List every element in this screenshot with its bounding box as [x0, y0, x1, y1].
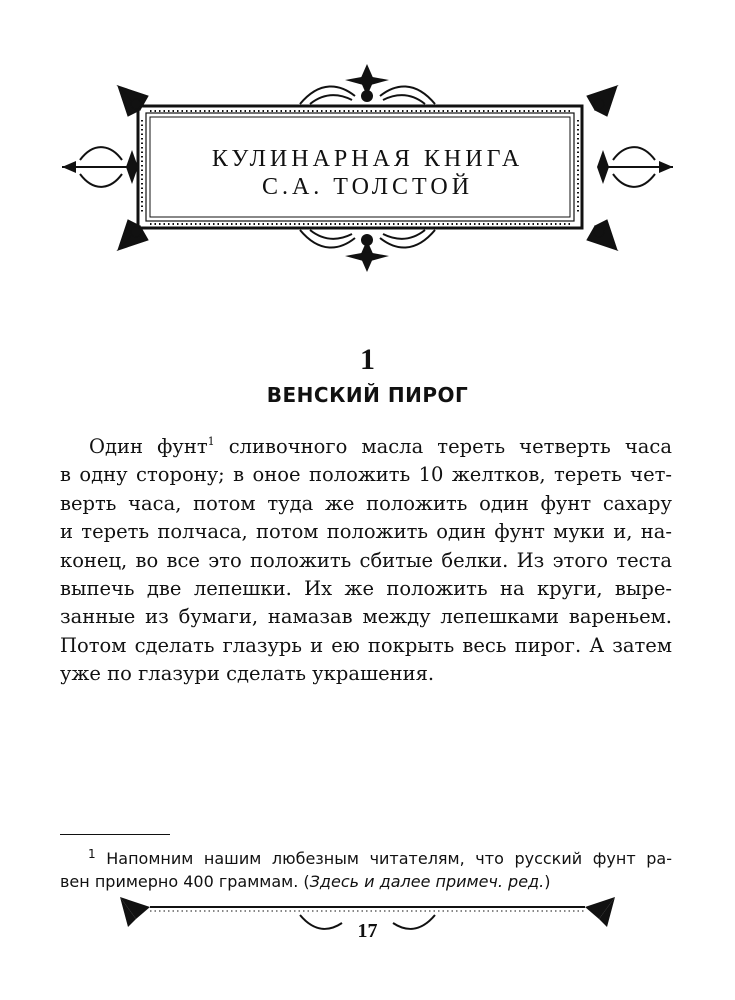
header-frame: [0, 0, 735, 300]
text-line: Потом сделать глазурь и ею покрыть весь пирог. А затем: [60, 633, 672, 657]
chapter-number: 1: [360, 343, 375, 376]
chapter-title: ВЕНСКИЙ ПИРОГ: [266, 383, 469, 407]
footnote-number: 1: [88, 847, 96, 861]
text-line: занные из бумаги, намазав между лепешками вареньем.: [60, 605, 672, 629]
book-author: С.А. ТОЛСТОЙ: [261, 174, 474, 200]
footnote-line: $^1$ Напомним нашим любезным читателям, что русский фунт ра-: [88, 847, 672, 868]
text-line: в одну сторону; в оное положить 10 желтков, тереть чет-: [60, 463, 672, 487]
text-line: конец, во все это положить сбитые белки. Из этого теста: [60, 548, 672, 572]
footnote-line: вен примерно 400 граммам. (Здесь и далее примеч. ред.): [60, 872, 551, 891]
text-line: выпечь две лепешки. Их же положить на круги, выре-: [60, 577, 672, 601]
text-line: и тереть полчаса, потом положить один фунт муки и, на-: [60, 520, 672, 544]
recipe-text: [60, 433, 672, 689]
text-line: Один фунт$^1$ сливочного масла тереть четверть часа: [89, 435, 672, 458]
footnote-marker[interactable]: 1: [207, 435, 215, 448]
text-line: уже по глазури сделать украшения.: [60, 662, 435, 686]
text-line: верть часа, потом туда же положить один фунт сахару: [60, 491, 672, 515]
book-title: КУЛИНАРНАЯ КНИГА: [211, 146, 524, 172]
footnote-divider: [60, 834, 170, 835]
page-number: 17: [357, 920, 378, 942]
footnote: [60, 847, 672, 893]
